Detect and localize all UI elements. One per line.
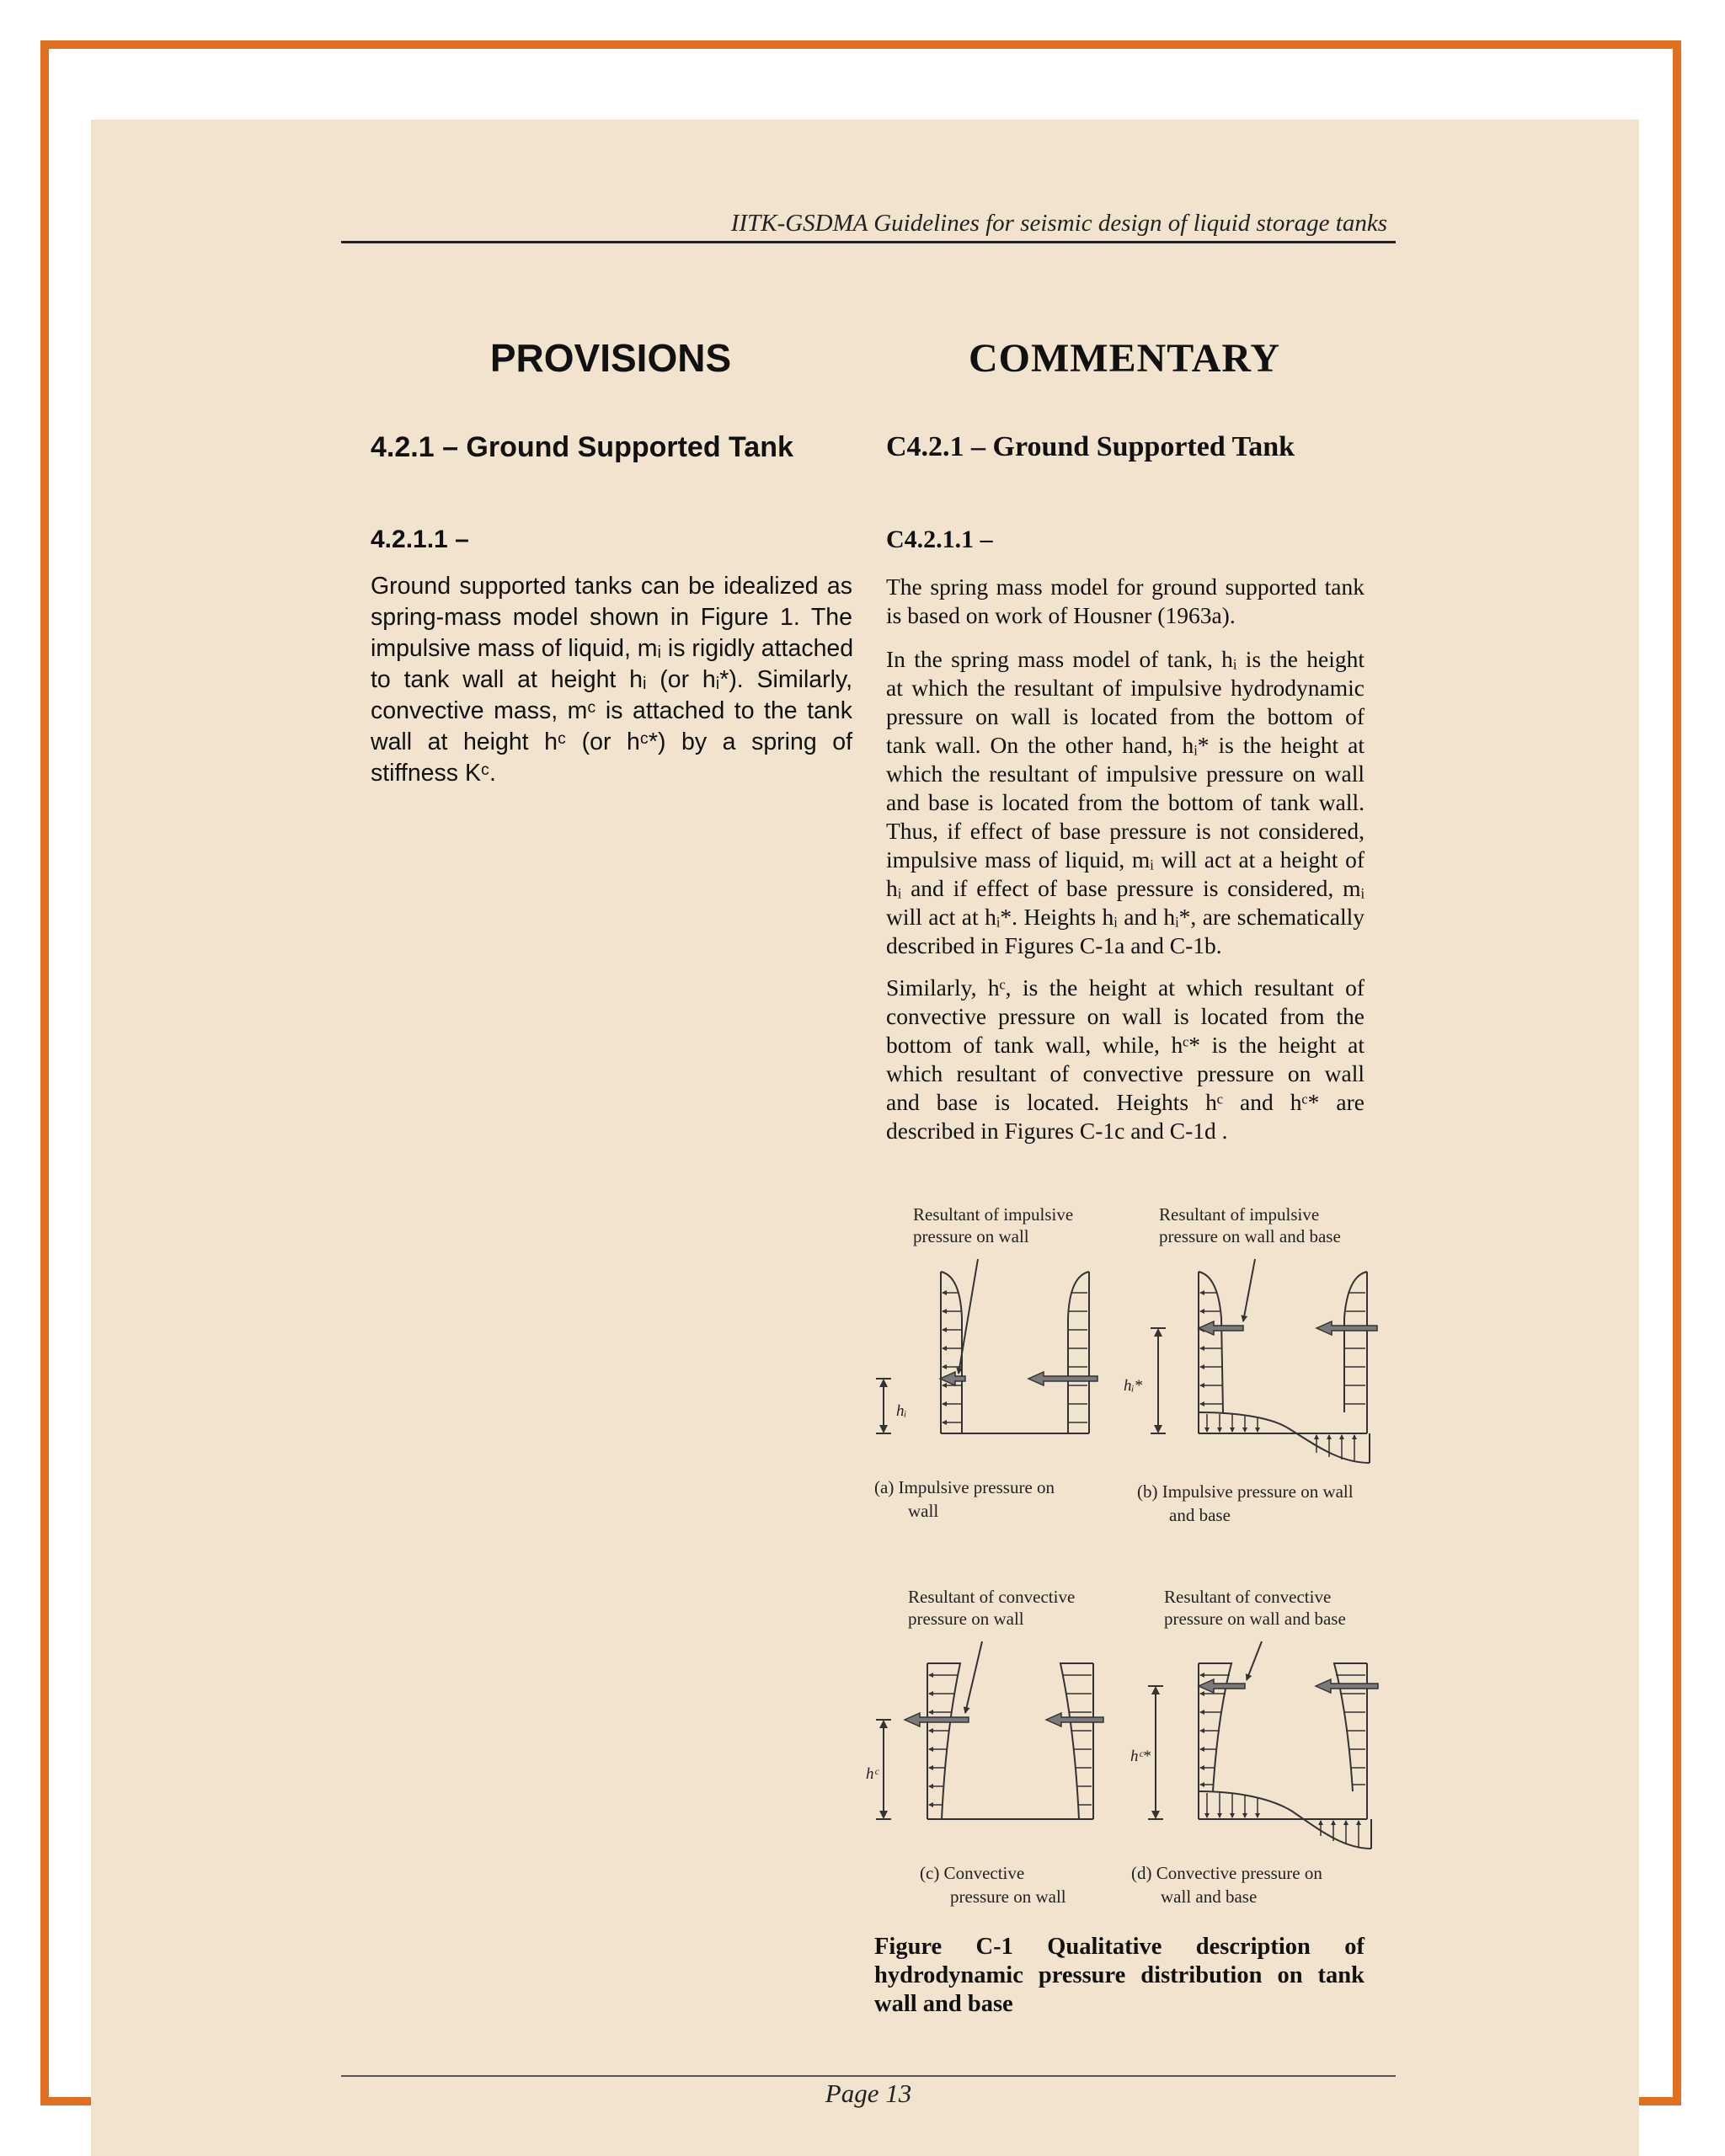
panel-c-callout-line-2: pressure on wall xyxy=(908,1609,1024,1629)
text-line: hᵢ and if effect of base pressure is considered, mᵢ xyxy=(886,875,1365,901)
document-page xyxy=(91,120,1639,2156)
text-line: wall at height hᶜ (or hᶜ*) by a spring of xyxy=(371,728,852,755)
running-header xyxy=(341,209,1396,243)
commentary-paragraph-3 xyxy=(886,974,1365,1145)
panel-c-dimension-label: hᶜ xyxy=(866,1765,879,1783)
panel-a-caption-line-1: (a) Impulsive pressure on xyxy=(874,1477,1055,1497)
provisions-subsection-title: 4.2.1.1 – xyxy=(371,526,469,553)
panel-a-caption-line-2: wall xyxy=(908,1501,939,1521)
caption-line: wall and base xyxy=(874,1991,1013,2017)
panel-b-impulsive-wall-base xyxy=(1124,1204,1377,1525)
panel-b-callout-line-1: Resultant of impulsive xyxy=(1159,1204,1320,1225)
commentary-paragraph-1 xyxy=(886,573,1365,630)
panel-d-convective-wall-base xyxy=(1130,1587,1378,1907)
panel-d-callout-line-1: Resultant of convective xyxy=(1164,1587,1332,1607)
page-number: Page 13 xyxy=(825,2079,912,2108)
footer-rule xyxy=(341,2075,1396,2077)
text-line: Thus, if effect of base pressure is not considered, xyxy=(886,818,1365,844)
text-line: described in Figures C-1c and C-1d . xyxy=(886,1118,1228,1144)
text-line: tank wall. On the other hand, hᵢ* is the height at xyxy=(886,732,1365,758)
text-line: The spring mass model for ground supported tank xyxy=(886,574,1365,600)
figure-c1-diagrams xyxy=(866,1192,1388,1933)
text-line: impulsive mass of liquid, mᵢ is rigidly attached xyxy=(371,635,854,662)
running-header-text: IITK-GSDMA Guidelines for seismic design of liquid storage tanks xyxy=(730,210,1387,237)
provisions-section-title: 4.2.1 – Ground Supported Tank xyxy=(371,431,793,463)
caption-line: Figure C-1 Qualitative description of xyxy=(874,1934,1365,1960)
panel-d-dimension-label: hᶜ* xyxy=(1130,1748,1151,1765)
panel-b-dimension-label: hᵢ* xyxy=(1124,1377,1143,1395)
caption-line: hydrodynamic pressure distribution on tank xyxy=(874,1962,1365,1988)
text-line: to tank wall at height hᵢ (or hᵢ*). Similarly, xyxy=(371,666,852,693)
panel-d-caption-line-2: wall and base xyxy=(1161,1886,1258,1907)
text-line: spring-mass model shown in Figure 1. The xyxy=(371,604,852,631)
provisions-heading: PROVISIONS xyxy=(489,336,732,380)
provisions-paragraph xyxy=(371,571,852,789)
text-line: and base is located. Heights hᶜ and hᶜ* are xyxy=(886,1089,1365,1115)
panel-c-caption-line-1: (c) Convective xyxy=(920,1863,1025,1883)
text-line: is based on work of Housner (1963a). xyxy=(886,602,1236,628)
commentary-paragraph-2 xyxy=(886,645,1365,960)
text-line: Ground supported tanks can be idealized as xyxy=(371,573,852,600)
text-line: convective mass, mᶜ is attached to the tank xyxy=(371,697,852,724)
figure-caption xyxy=(874,1933,1365,2019)
text-line: convective pressure on wall is located from the xyxy=(886,1003,1365,1029)
panel-b-caption-line-1: (b) Impulsive pressure on wall xyxy=(1137,1481,1354,1502)
commentary-subsection-title: C4.2.1.1 – xyxy=(886,526,993,553)
text-line: at which the resultant of impulsive hydrodynamic xyxy=(886,675,1365,701)
text-line: pressure on wall is located from the bottom of xyxy=(886,703,1365,729)
text-line: Similarly, hᶜ, is the height at which resultant of xyxy=(886,974,1365,1001)
panel-a-dimension-label: hᵢ xyxy=(896,1402,907,1420)
text-line: will act at hᵢ*. Heights hᵢ and hᵢ*, are schematically xyxy=(886,904,1365,930)
text-line: stiffness Kᶜ. xyxy=(371,760,496,787)
panel-a-callout-line-1: Resultant of impulsive xyxy=(913,1204,1074,1225)
commentary-section-title: C4.2.1 – Ground Supported Tank xyxy=(886,431,1295,462)
panel-c-caption-line-2: pressure on wall xyxy=(950,1886,1066,1907)
text-line: which resultant of convective pressure on wall xyxy=(886,1060,1365,1086)
text-line: bottom of tank wall, while, hᶜ* is the height at xyxy=(886,1032,1365,1058)
text-line: and base is located from the bottom of tank wall. xyxy=(886,789,1365,815)
text-line: impulsive mass of liquid, mᵢ will act at a height of xyxy=(886,846,1365,873)
commentary-heading: COMMENTARY xyxy=(968,336,1281,381)
text-line: which the resultant of impulsive pressure on wall xyxy=(886,760,1365,787)
text-line: In the spring mass model of tank, hᵢ is the height xyxy=(886,646,1365,672)
panel-b-callout-line-2: pressure on wall and base xyxy=(1159,1226,1341,1246)
panel-d-callout-line-2: pressure on wall and base xyxy=(1164,1609,1346,1629)
panel-b-caption-line-2: and base xyxy=(1169,1505,1231,1525)
panel-c-convective-wall xyxy=(866,1587,1103,1907)
panel-a-callout-line-2: pressure on wall xyxy=(913,1226,1029,1246)
panel-d-caption-line-1: (d) Convective pressure on xyxy=(1131,1863,1322,1883)
text-line: described in Figures C-1a and C-1b. xyxy=(886,932,1222,958)
panel-a-impulsive-wall xyxy=(874,1204,1097,1521)
panel-c-callout-line-1: Resultant of convective xyxy=(908,1587,1076,1607)
